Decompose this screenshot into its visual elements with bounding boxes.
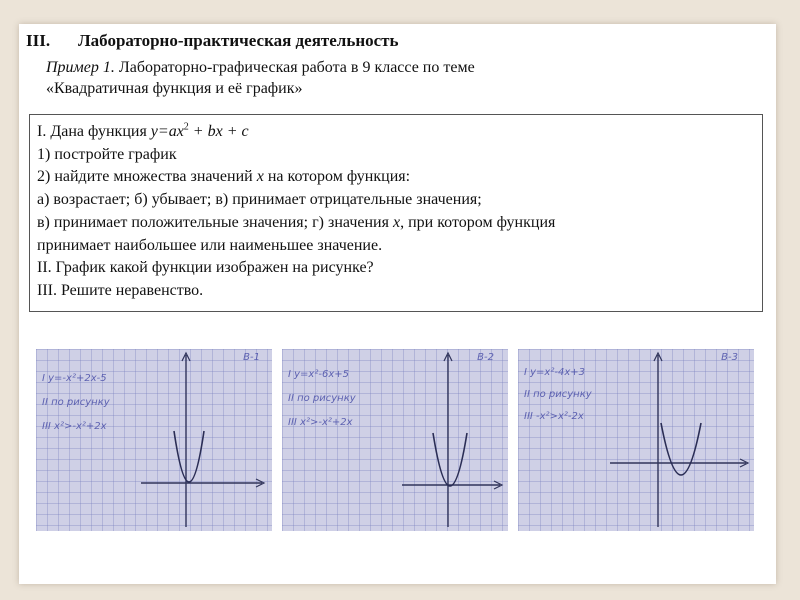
handwritten-note-1: I y=x²-6x+5 <box>288 369 349 380</box>
handwritten-note-3: III -x²>x²-2x <box>524 411 584 422</box>
task-line-1-prefix: I. Дана функция <box>37 123 151 140</box>
task-line-7: II. График какой функции изображен на рисунке? <box>37 259 374 277</box>
task-line-6: принимает наибольшее или наименьшее значение. <box>37 236 383 254</box>
example-description <box>46 57 475 99</box>
handwritten-note-1: I y=x²-4x+3 <box>524 367 585 378</box>
task-line-2: 1) постройте график <box>37 145 177 163</box>
formula-rest: + bx + c <box>188 123 249 140</box>
example-label: Пример 1. <box>46 59 115 76</box>
handwritten-note-1: I y=-x²+2x-5 <box>42 373 107 384</box>
task-line-3 <box>37 166 762 189</box>
formula-exponent: 2 <box>183 121 189 133</box>
task-line-8: III. Решите неравенство. <box>37 281 204 299</box>
variable-x: x <box>256 168 264 186</box>
task-line-5-rest: , при котором функция <box>400 213 556 231</box>
task-line-4: а) возрастает; б) убывает; в) принимает отрицательные значения; <box>37 191 482 209</box>
section-heading <box>26 31 399 51</box>
variable-x: x <box>392 213 401 231</box>
handwritten-note-3: III x²>-x²+2x <box>42 421 107 432</box>
example-text: Лабораторно-графическая работа в 9 классе по теме <box>114 59 475 76</box>
section-title: Лабораторно-практическая деятельность <box>78 31 399 50</box>
notebook-photo-3 <box>518 349 754 531</box>
notebook-photo-2 <box>282 349 508 531</box>
notebook-photo-1 <box>36 349 272 531</box>
handwritten-note-2: II по рисунку <box>288 393 356 404</box>
task-line-5-prefix: в) принимает положительные значения; г) значения <box>37 213 393 231</box>
handwritten-note-3: III x²>-x²+2x <box>288 417 353 428</box>
variant-label: В-3 <box>721 352 738 363</box>
handwritten-note-2: II по рисунку <box>42 397 110 408</box>
section-number: III. <box>26 31 51 50</box>
task-line-3-rest: на котором функция: <box>263 168 411 186</box>
handwritten-note-2: II по рисунку <box>524 389 592 400</box>
function-formula: y=ax <box>150 123 184 140</box>
task-box <box>29 114 763 312</box>
task-line-5 <box>37 212 762 235</box>
example-topic: «Квадратичная функция и её график» <box>46 80 303 97</box>
variant-label: В-1 <box>243 352 260 363</box>
variant-label: В-2 <box>477 352 494 363</box>
task-line-1 <box>37 121 762 144</box>
task-line-3-prefix: 2) найдите множества значений <box>37 168 257 186</box>
